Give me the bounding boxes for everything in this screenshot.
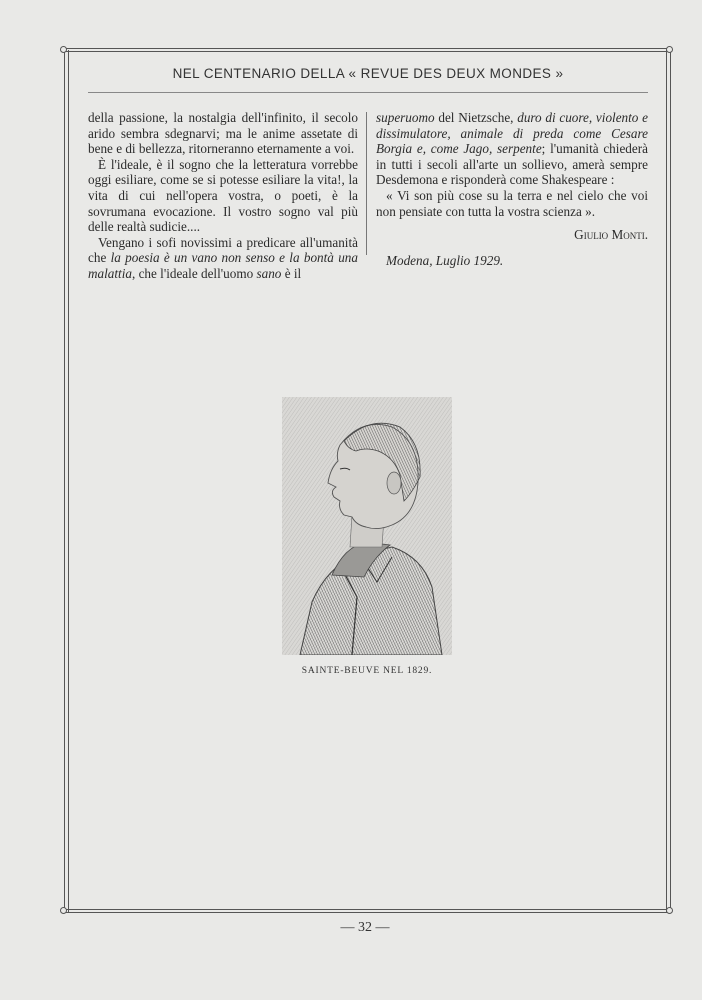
frame-corner-ornament: [60, 46, 67, 53]
frame-right-rule-inner: [670, 50, 671, 912]
frame-right-rule: [666, 50, 667, 912]
italic-run: duro di cuore, violento e dissimulatore, animale di preda come Cesare Borgia e, come Jago, serpente: [376, 110, 648, 157]
paragraph: È l'ideale, è il sogno che la letteratura vorrebbe oggi esiliare, come se si potesse esiliare la vita!, la vita di cui nell'opera vostra, o poeti, è la sovrumana evocazione. Il vostro sogno val più delle realtà sudicie....: [88, 156, 358, 235]
text-run: , che l'ideale dell'uomo: [131, 265, 257, 281]
frame-bottom-rule-inner: [64, 912, 670, 913]
paragraph: [376, 110, 648, 188]
frame-left-rule-inner: [68, 50, 69, 912]
frame-top-rule-inner: [64, 51, 670, 52]
running-header: NEL CENTENARIO DELLA « REVUE DES DEUX MONDES »: [172, 66, 564, 81]
place-date: Modena, Luglio 1929.: [386, 252, 504, 268]
portrait-engraving: [282, 397, 452, 655]
shakespeare-quote: « Vi son più cose su la terra e nel cielo che voi non pensiate con tutta la vostra scienza ».: [376, 187, 648, 219]
frame-bottom-rule: [64, 909, 670, 910]
paragraph: della passione, la nostalgia dell'infinito, il secolo arido sembra sdegnarvi; ma le anime assetate di bene e di bellezza, ritorneranno eternamente a voi.: [88, 110, 358, 157]
frame-top-rule: [64, 48, 670, 49]
left-text-column: [88, 110, 358, 282]
text-run: del Nietzsche,: [434, 110, 518, 125]
header-rule: [88, 92, 648, 93]
right-text-column: [376, 110, 648, 268]
author-signature: Giulio Monti.: [574, 227, 648, 243]
column-divider: [366, 112, 367, 255]
page-number: — 32 —: [340, 920, 390, 935]
text-run: ; l'umanità chiederà in tutti i secoli all'arte un sollievo, amerà sempre Desdemona e risponderà come Shakespeare :: [376, 141, 648, 188]
text-run: è il: [281, 265, 302, 281]
frame-corner-ornament: [666, 907, 673, 914]
text-run: Vengano i sofi novissimi a predicare all'umanità che: [88, 234, 358, 266]
figure-caption: SAINTE-BEUVE NEL 1829.: [301, 666, 433, 676]
paragraph: [88, 235, 358, 282]
frame-corner-ornament: [60, 907, 67, 914]
profile-portrait-illustration: [282, 397, 452, 655]
frame-corner-ornament: [666, 46, 673, 53]
italic-run: superuomo: [376, 110, 435, 125]
frame-left-rule: [64, 50, 65, 912]
italic-run: la poesia è un vano non senso e la bontà una malattia: [88, 250, 358, 281]
italic-run: sano: [256, 265, 282, 281]
